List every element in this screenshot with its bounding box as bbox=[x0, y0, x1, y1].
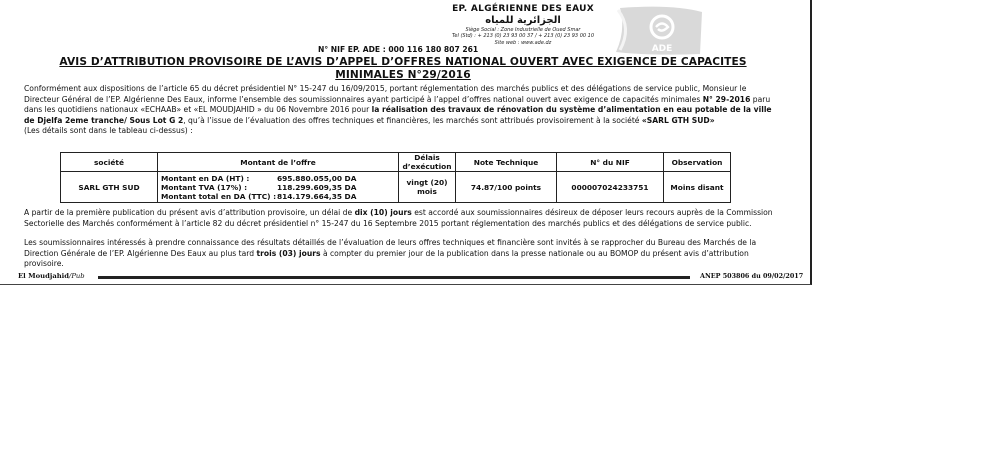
appeal-paragraph bbox=[24, 208, 774, 229]
title-line: MINIMALES N°29/2016 bbox=[335, 69, 471, 81]
amount-line bbox=[161, 192, 395, 201]
text-run: Les soumissionnaires intéressés à prendre connaissance des résultats détaillés de l’évaluation de leurs offres techniques et financière sont invités à se rapprocher du Bureau des Marchés de la Direction Générale de l’EP. Algérienne Des Eaux au plus tard bbox=[24, 238, 757, 258]
newspaper-name: El Moudjahid bbox=[18, 272, 70, 280]
text-run: «SARL GTH SUD» bbox=[641, 115, 715, 125]
address-line: Siège Social : Zone Industrielle de Oued Smar bbox=[465, 27, 581, 33]
cell-nif: 000007024233751 bbox=[557, 172, 664, 203]
pub-label: /Pub bbox=[69, 272, 85, 280]
intro-paragraph bbox=[24, 84, 774, 137]
amount-label: Montant total en DA (TTC) : bbox=[161, 191, 277, 201]
text-run: A partir de la première publication du présent avis d’attribution provisoire, un délai de bbox=[24, 208, 355, 217]
amount-label: Montant TVA (17%) : bbox=[161, 182, 248, 192]
amount-value: 695.880.055,00 DA bbox=[277, 173, 357, 183]
cell-montant bbox=[158, 172, 399, 203]
table-row bbox=[61, 172, 731, 203]
text-run: paru dans les quotidiens nationaux «ECHAAB» et «EL MOUDJAHID » du 06 Novembre 2016 pour bbox=[24, 94, 771, 115]
text-run: dix (10) jours bbox=[354, 208, 412, 217]
org-address bbox=[398, 27, 648, 46]
nif-line: N° NIF EP. ADE : 000 116 180 807 261 bbox=[318, 45, 479, 54]
amount-line bbox=[161, 183, 395, 192]
text-run: la réalisation des travaux de rénovation du système d’alimentation en eau potable de la ville de Djelfa 2eme tranche/ Sous Lot G 2 bbox=[24, 105, 772, 125]
text-run: N° 29-2016 bbox=[702, 94, 751, 104]
anep-reference: ANEP 503806 du 09/02/2017 bbox=[700, 272, 804, 280]
text-run: à compter du premier jour de la publication dans la presse nationale ou au BOMOP du présent avis d’attribution provisoire. bbox=[24, 248, 749, 269]
col-header-montant: Montant de l’offre bbox=[158, 153, 399, 172]
cell-delai: vingt (20) mois bbox=[399, 172, 456, 203]
title-line: AVIS D’ATTRIBUTION PROVISOIRE DE L’AVIS D’APPEL D’OFFRES NATIONAL OUVERT AVEC EXIGENCE DE CAPACITES bbox=[59, 56, 747, 68]
col-header-societe: société bbox=[61, 153, 158, 172]
cell-societe: SARL GTH SUD bbox=[61, 172, 158, 203]
col-header-nif: N° du NIF bbox=[557, 153, 664, 172]
col-header-note: Note Technique bbox=[456, 153, 557, 172]
footer-divider bbox=[98, 276, 690, 279]
notice-title bbox=[8, 56, 798, 82]
col-header-observation: Observation bbox=[664, 153, 731, 172]
amount-line bbox=[161, 174, 395, 183]
ade-logo-icon bbox=[612, 6, 704, 56]
cell-note: 74.87/100 points bbox=[456, 172, 557, 203]
amount-value: 814.179.664,35 DA bbox=[277, 191, 357, 201]
award-table bbox=[60, 152, 731, 203]
logo-text: ADE bbox=[651, 44, 673, 54]
text-run: est accordé aux soumissionnaires désireux de déposer leurs recours auprès de la Commission Sectorielle des Marchés conformément à l’article 82 du décret présidentiel n° 15-247 du 16 Septembre 2015 portant réglementation des marchés publics et des délégations de service public. bbox=[24, 208, 773, 228]
table-header-row bbox=[61, 153, 731, 172]
org-name-arabic: الجزائرية للمياه bbox=[485, 15, 561, 26]
text-run: , qu’à l’issue de l’évaluation des offres techniques et financières, les marchés sont attribués provisoirement à la société bbox=[183, 115, 642, 125]
org-name: EP. ALGÉRIENNE DES EAUX bbox=[452, 4, 594, 14]
text-run: trois (03) jours bbox=[256, 248, 321, 258]
address-line: Site web : www.ade.dz bbox=[494, 39, 552, 46]
amount-value: 118.299.609,35 DA bbox=[277, 182, 357, 192]
amount-label: Montant en DA (HT) : bbox=[161, 173, 250, 183]
col-header-delai: Délais d’exécution bbox=[399, 153, 456, 172]
newspaper-credit bbox=[18, 272, 85, 280]
consultation-paragraph bbox=[24, 238, 774, 270]
org-header bbox=[398, 4, 648, 46]
text-run: Conformément aux dispositions de l’article 65 du décret présidentiel N° 15-247 du 16/09/2015, portant réglementation des marchés publics et des délégations de service public, Monsieur le Directeur Général de l’EP. Algérienne Des Eaux, informe l’ensemble des soumissionnaires ayant participé à l’appel d’offres national ouvert avec exigence de capacités minimales bbox=[24, 84, 747, 104]
address-line: Tel (Std) : + 213 (0) 23 93 00 37 / + 213 (0) 23 93 00 10 bbox=[451, 33, 595, 40]
text-run: (Les détails sont dans le tableau ci-dessus) : bbox=[24, 126, 193, 136]
cell-observation: Moins disant bbox=[664, 172, 731, 203]
